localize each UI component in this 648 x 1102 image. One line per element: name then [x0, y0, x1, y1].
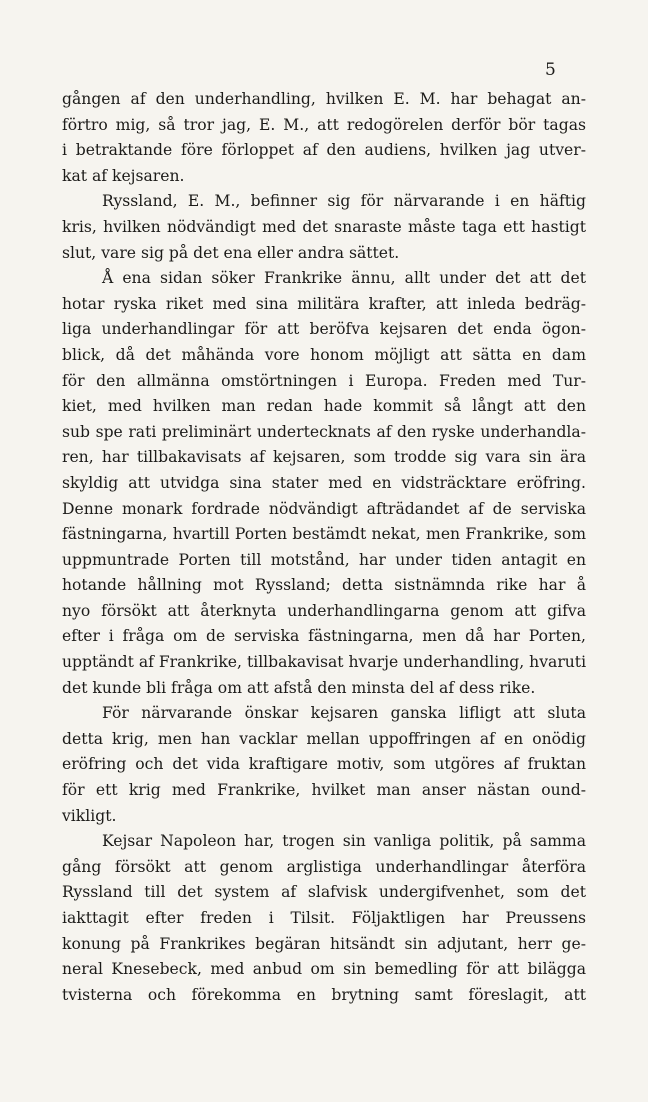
text-line: gången af den underhandling, hvilken E. M. har behagat an-	[62, 90, 586, 108]
body-text	[62, 87, 586, 1008]
text-line: skyldig att utvidga sina stater med en vidsträcktare eröfring.	[62, 473, 586, 492]
text-line: hotar ryska riket med sina militära krafter, att inleda bedräg-	[62, 294, 586, 313]
text-line: eröfring och det vida kraftigare motiv, som utgöres af fruktan	[62, 755, 586, 774]
text-line: tvisterna och förekomma en brytning samt föreslagit, att	[62, 985, 586, 1004]
text-line: detta krig, men han vacklar mellan uppoffringen af en onödig	[62, 729, 586, 748]
text-line: vikligt.	[62, 806, 117, 825]
text-line: det kunde bli fråga om att afstå den minsta del af dess rike.	[62, 678, 536, 697]
text-line: uppmuntrade Porten till motstånd, har under tiden antagit en	[62, 550, 586, 569]
text-line: fästningarna, hvartill Porten bestämdt nekat, men Frankrike, som	[62, 525, 586, 544]
text-line: iakttagit efter freden i Tilsit. Följaktligen har Preussens	[62, 909, 586, 927]
text-line: ren, har tillbakavisats af kejsaren, som trodde sig vara sin ära	[62, 448, 586, 467]
text-line: kiet, med hvilken man redan hade kommit så långt att den	[62, 397, 586, 416]
text-line: Ryssland till det system af slafvisk undergifvenhet, som det	[62, 883, 586, 902]
text-line: i betraktande före förloppet af den audiens, hvilken jag utver-	[62, 141, 586, 160]
text-line: Å ena sidan söker Frankrike ännu, allt under det att det	[102, 269, 586, 288]
text-line: för den allmänna omstörtningen i Europa. Freden med Tur-	[62, 371, 586, 390]
page-number: 5	[545, 60, 556, 80]
text-line: slut, vare sig på det ena eller andra sättet.	[62, 243, 400, 262]
text-line: neral Knesebeck, med anbud om sin bemedling för att bilägga	[62, 960, 586, 979]
text-line: gång försökt att genom arglistiga underhandlingar återföra	[62, 857, 586, 876]
text-line: förtro mig, så tror jag, E. M., att redogörelen derför bör tagas	[62, 115, 586, 134]
text-line: För närvarande önskar kejsaren ganska lifligt att sluta	[102, 704, 586, 723]
text-line: Kejsar Napoleon har, trogen sin vanliga politik, på samma	[102, 832, 586, 851]
text-line: kat af kejsaren.	[62, 166, 185, 185]
text-line: blick, då det måhända vore honom möjligt att sätta en dam	[62, 345, 586, 364]
text-line: sub spe rati preliminärt undertecknats af den ryske underhandla-	[62, 422, 586, 441]
text-line: Ryssland, E. M., befinner sig för närvarande i en häftig	[102, 192, 586, 211]
text-line: efter i fråga om de serviska fästningarna, men då har Porten,	[62, 627, 586, 646]
text-line: hotande hållning mot Ryssland; detta sistnämnda rike har å	[62, 576, 586, 595]
text-line: för ett krig med Frankrike, hvilket man anser nästan ound-	[62, 781, 586, 800]
text-line: nyo försökt att återknyta underhandlingarna genom att gifva	[62, 601, 586, 620]
text-line: konung på Frankrikes begäran hitsändt sin adjutant, herr ge-	[62, 934, 586, 953]
text-line: upptändt af Frankrike, tillbakavisat hvarje underhandling, hvaruti	[62, 653, 587, 672]
text-line: liga underhandlingar för att beröfva kejsaren det enda ögon-	[62, 320, 586, 339]
text-line: kris, hvilken nödvändigt med det snaraste måste taga ett hastigt	[62, 217, 586, 236]
text-line: Denne monark fordrade nödvändigt afträdandet af de serviska	[62, 499, 586, 518]
